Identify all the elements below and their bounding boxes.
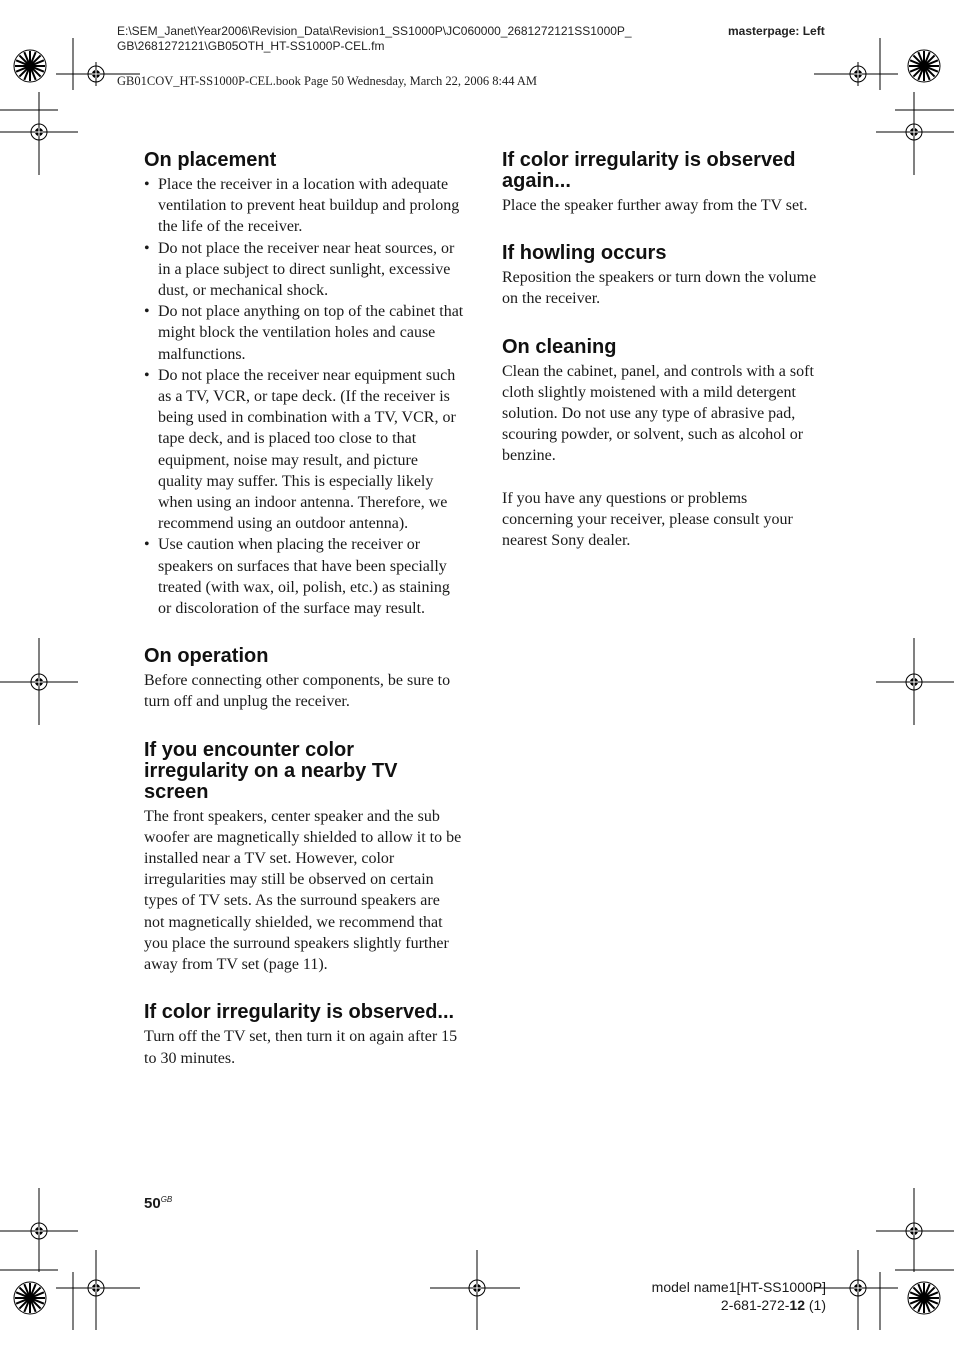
heading-on-placement: On placement: [144, 149, 277, 171]
operation-text: Before connecting other components, be sure to turn off and unplug the receiver.: [144, 672, 451, 711]
model-info: [652, 1278, 826, 1314]
masterpage-label: masterpage: Left: [728, 24, 825, 38]
page-number-value: 50: [144, 1195, 161, 1212]
list-item: • Do not place the receiver near equipment such as a TV, VCR, or tape deck. (If the receiver is being used in combination with a TV, VCR, or tape deck, and is placed too close to that equipment, noise may result, and picture quality may suffer. This is especially likely when using an indoor antenna. Therefore, we recommend using an outdoor antenna).: [144, 365, 464, 535]
observed-again-text: Place the speaker further away from the TV set.: [502, 197, 808, 214]
list-item: • Place the receiver in a location with adequate ventilation to prevent heat buildup and prolong the life of the receiver.: [144, 174, 464, 238]
heading-observed: If color irregularity is observed...: [144, 1001, 455, 1024]
cleaning-text: Clean the cabinet, panel, and controls with a soft cloth slightly moistened with a mild detergent solution. Do not use any type of abrasive pad, scouring powder, or solvent, such as alcohol or benzine.: [502, 362, 814, 465]
right-column: [502, 150, 822, 551]
file-path: [117, 24, 632, 54]
observed-text: Turn off the TV set, then turn it on again after 15 to 30 minutes.: [144, 1028, 458, 1067]
color-irregularity-text: The front speakers, center speaker and the sub woofer are magnetically shielded to allow it to be installed near a TV set. However, color irregularities may still be observed on certain types of TV sets. As the surround speakers are not magnetically shielded, we recommend that you place the surround speakers slightly further away from TV set (page 11).: [144, 807, 462, 974]
model-code-prefix: 2-681-272-: [720, 1297, 790, 1313]
heading-on-operation: On operation: [144, 645, 269, 668]
howling-text: Reposition the speakers or turn down the volume on the receiver.: [502, 269, 817, 308]
model-code-suffix: (1): [805, 1297, 826, 1313]
file-path-line2: GB\2681272121\GB05OTH_HT-SS1000P-CEL.fm: [117, 39, 385, 53]
model-code-bold: 12: [789, 1297, 805, 1313]
placement-list: [144, 174, 464, 619]
heading-howling: If howling occurs: [502, 242, 667, 265]
file-path-line1: E:\SEM_Janet\Year2006\Revision_Data\Revision1_SS1000P\JC060000_2681272121SS1000P_: [117, 24, 632, 38]
heading-observed-again: If color irregularity is observed again...: [502, 149, 796, 192]
list-item: • Use caution when placing the receiver or speakers on surfaces that have been specially treated (with wax, oil, polish, etc.) as staining or discoloration of the surface may result.: [144, 534, 464, 619]
list-item: • Do not place anything on top of the cabinet that might block the ventilation holes and cause malfunctions.: [144, 301, 464, 365]
heading-color-irregularity: If you encounter color irregularity on a nearby TV screen: [144, 738, 398, 803]
model-code: [652, 1296, 826, 1314]
book-line: GB01COV_HT-SS1000P-CEL.book Page 50 Wednesday, March 22, 2006 8:44 AM: [117, 74, 538, 88]
model-name: model name1[HT-SS1000P]: [651, 1279, 826, 1295]
page-number: [144, 1195, 172, 1212]
heading-on-cleaning: On cleaning: [502, 335, 617, 358]
page-number-suffix: GB: [160, 1195, 173, 1204]
left-column: [144, 150, 464, 1069]
list-item: • Do not place the receiver near heat sources, or in a place subject to direct sunlight, excessive dust, or mechanical shock.: [144, 238, 464, 302]
dealer-text: If you have any questions or problems concerning your receiver, please consult your nearest Sony dealer.: [502, 489, 793, 550]
